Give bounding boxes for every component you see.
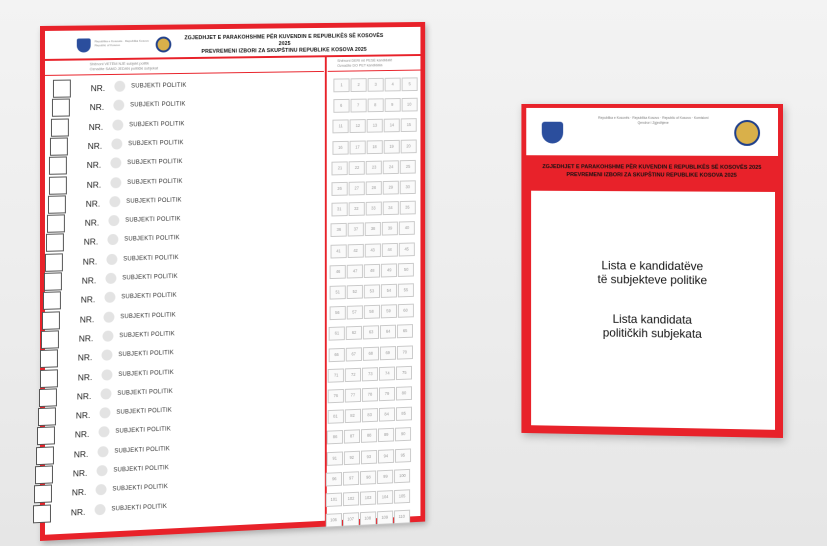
candidate-number-box[interactable]: 100 [394, 469, 410, 483]
party-name-label: SUBJEKTI POLITIK [118, 350, 174, 359]
party-number-label: NR. [89, 102, 105, 113]
party-name-label: SUBJEKTI POLITIK [112, 484, 168, 493]
party-checkbox[interactable] [37, 427, 55, 446]
kosovo-coat-of-arms-icon [542, 122, 563, 144]
party-checkbox[interactable] [47, 214, 65, 232]
candidate-number-box[interactable]: 4 [385, 78, 401, 92]
candidate-number-box[interactable]: 77 [345, 388, 361, 402]
candidate-number-box[interactable]: 6 [333, 99, 349, 113]
party-logo-placeholder-icon [112, 119, 123, 130]
serbian-title-line1: Lista kandidata [612, 311, 692, 327]
candidate-number-box[interactable]: 83 [362, 408, 378, 422]
candidate-number-box[interactable]: 62 [346, 326, 362, 340]
candidate-number-box[interactable]: 107 [343, 512, 359, 526]
candidate-number-box[interactable]: 102 [343, 492, 359, 506]
candidate-number-box[interactable]: 11 [333, 120, 349, 134]
candidate-number-box[interactable]: 49 [381, 263, 397, 277]
party-checkbox[interactable] [49, 157, 67, 175]
party-checkbox[interactable] [36, 446, 54, 465]
candidate-number-box[interactable]: 47 [347, 264, 363, 278]
candidate-number-box[interactable]: 17 [349, 140, 365, 154]
party-logo-placeholder-icon [113, 100, 124, 111]
candidate-number-box[interactable]: 96 [326, 472, 342, 486]
ballot-inner [45, 27, 420, 535]
candidate-number-box[interactable]: 43 [365, 243, 381, 257]
candidate-number-box[interactable]: 98 [360, 470, 376, 484]
party-name-label: SUBJEKTI POLITIK [113, 465, 169, 474]
party-name-label: SUBJEKTI POLITIK [117, 388, 173, 397]
candidate-number-box[interactable]: 57 [346, 306, 362, 320]
party-number-label: NR. [88, 121, 104, 132]
candidate-number-box[interactable]: 101 [326, 493, 342, 507]
candidate-number-box[interactable]: 13 [367, 119, 383, 133]
candidate-number-box[interactable]: 63 [363, 326, 379, 340]
party-number-label: NR. [90, 83, 106, 94]
party-name-label: SUBJEKTI POLITIK [124, 235, 180, 244]
candidate-instruction-line1: Shënoni DERI në PESË kandidatë [337, 58, 393, 63]
party-logo-placeholder-icon [114, 81, 125, 92]
candidate-number-box[interactable]: 81 [327, 410, 343, 424]
candidate-number-box[interactable]: 70 [397, 345, 413, 359]
party-number-label: NR. [79, 313, 95, 325]
candidate-number-box[interactable]: 51 [330, 285, 346, 299]
candidate-number-box[interactable]: 97 [343, 471, 359, 485]
candidate-number-box[interactable]: 50 [398, 263, 414, 277]
candidate-number-box[interactable]: 60 [397, 304, 413, 318]
candidate-number-box[interactable]: 1 [333, 78, 349, 92]
kosovo-coat-of-arms-icon [77, 38, 91, 52]
party-logo-placeholder-icon [108, 215, 119, 226]
party-logo-placeholder-icon [98, 446, 109, 457]
party-checkbox[interactable] [38, 407, 56, 426]
candidate-number-box[interactable]: 33 [365, 202, 381, 216]
card-body [531, 191, 775, 430]
party-name-label: SUBJEKTI POLITIK [121, 292, 177, 301]
party-logo-placeholder-icon [101, 388, 112, 399]
candidate-number-box[interactable]: 22 [349, 161, 365, 175]
party-number-label: NR. [72, 467, 88, 479]
party-checkbox[interactable] [39, 388, 57, 407]
party-checkbox[interactable] [33, 504, 51, 523]
cec-seal-icon [734, 120, 760, 146]
party-checkbox[interactable] [46, 234, 64, 252]
party-name-label: SUBJEKTI POLITIK [126, 197, 182, 205]
party-number-label: NR. [82, 256, 98, 267]
candidate-number-box[interactable]: 67 [346, 347, 362, 361]
candidate-number-box[interactable]: 89 [378, 428, 394, 442]
candidate-number-box[interactable]: 46 [330, 265, 346, 279]
candidate-number-box[interactable]: 20 [401, 139, 417, 153]
card-header [526, 108, 778, 156]
candidate-number-box[interactable]: 73 [362, 367, 378, 381]
candidate-number-box[interactable]: 90 [395, 427, 411, 441]
candidate-number-box[interactable]: 32 [348, 202, 364, 216]
party-number-label: NR. [84, 217, 100, 228]
candidate-number-box[interactable]: 10 [401, 98, 417, 112]
party-checkbox[interactable] [43, 292, 61, 311]
party-name-label: SUBJEKTI POLITIK [115, 426, 171, 436]
candidate-number-box[interactable]: 76 [328, 389, 344, 403]
candidate-number-box[interactable]: 16 [332, 140, 348, 154]
candidate-number-box[interactable]: 82 [344, 409, 360, 423]
candidate-number-box[interactable]: 106 [325, 513, 341, 527]
candidate-number-box[interactable]: 104 [377, 490, 393, 504]
candidate-list-booklet [521, 104, 783, 438]
candidate-number-box[interactable]: 92 [344, 450, 360, 464]
party-logo-placeholder-icon [105, 292, 116, 303]
party-instructions [45, 57, 324, 76]
ballot-paper [40, 22, 425, 541]
party-logo-placeholder-icon [106, 273, 117, 284]
party-name-label: SUBJEKTI POLITIK [127, 178, 183, 186]
candidate-number-box[interactable]: 23 [366, 160, 382, 174]
party-logo-placeholder-icon [106, 253, 117, 264]
candidate-number-box[interactable]: 86 [327, 430, 343, 444]
card-title-line1: ZGJEDHJET E PARAKOHSHME PËR KUVENDIN E REPUBLIKËS SË KOSOVËS 2025 [542, 164, 762, 171]
albanian-title-line2: të subjekteve politike [597, 272, 708, 288]
cec-seal-icon [156, 36, 172, 52]
candidate-number-box[interactable]: 58 [363, 305, 379, 319]
candidate-number-box[interactable]: 74 [379, 366, 395, 380]
candidate-number-box[interactable]: 36 [331, 223, 347, 237]
candidate-number-box[interactable]: 38 [365, 222, 381, 236]
party-logo-placeholder-icon [103, 330, 114, 341]
card-title [531, 163, 773, 180]
candidate-number-box[interactable]: 37 [348, 223, 364, 237]
party-name-label: SUBJEKTI POLITIK [129, 120, 185, 128]
candidate-number-box[interactable]: 75 [396, 366, 412, 380]
party-name-label: SUBJEKTI POLITIK [116, 407, 172, 416]
party-name-label: SUBJEKTI POLITIK [128, 140, 184, 148]
card-header-small-text: Republika e Kosovës · Republika Kosovo · Republic of Kosovo · Komisioni Qendror i Zgjedhjeve [598, 115, 709, 125]
candidate-number-box[interactable]: 93 [361, 450, 377, 464]
party-name-label: SUBJEKTI POLITIK [123, 254, 179, 263]
candidate-number-box[interactable]: 31 [331, 203, 347, 217]
candidate-number-box[interactable]: 18 [366, 140, 382, 154]
candidate-number-box[interactable]: 56 [329, 306, 345, 320]
ballot-title-line1: ZGJEDHJET E PARAKOHSHME PËR KUVENDIN E REPUBLIKËS SË KOSOVËS 2025 [184, 33, 384, 48]
candidate-number-box[interactable]: 79 [379, 387, 395, 401]
candidate-instructions [328, 56, 421, 72]
candidate-number-box[interactable]: 87 [344, 430, 360, 444]
candidate-number-box[interactable]: 7 [350, 99, 366, 113]
candidate-number-box[interactable]: 3 [368, 78, 384, 92]
party-checkbox[interactable] [49, 176, 67, 194]
candidate-number-box[interactable]: 103 [360, 491, 376, 505]
candidate-number-box[interactable]: 44 [382, 243, 398, 257]
party-list [45, 75, 324, 518]
candidate-number-box[interactable]: 84 [379, 408, 395, 422]
party-number-label: NR. [86, 159, 102, 171]
party-logo-placeholder-icon [95, 503, 106, 514]
party-number-label: NR. [77, 352, 93, 363]
candidate-number-box[interactable]: 24 [383, 160, 399, 174]
party-number-label: NR. [76, 390, 92, 402]
candidate-number-box[interactable]: 65 [397, 324, 413, 338]
party-name-label: SUBJEKTI POLITIK [130, 101, 186, 109]
ballot-title-line2: PREVREMENI IZBORI ZA SKUPŠTINU REPUBLIKE KOSOVA 2025 [201, 46, 367, 55]
candidate-number-box[interactable]: 52 [347, 285, 363, 299]
candidate-number-box[interactable]: 8 [367, 98, 383, 112]
candidate-number-box[interactable]: 78 [362, 388, 378, 402]
candidate-number-box[interactable]: 34 [382, 201, 398, 215]
party-checkbox[interactable] [40, 369, 58, 388]
party-checkbox[interactable] [48, 195, 66, 213]
card-title-line2: PREVREMENI IZBORI ZA SKUPŠTINU REPUBLIKE KOSOVA 2025 [566, 172, 737, 179]
party-number-label: NR. [86, 179, 102, 190]
party-logo-placeholder-icon [110, 177, 121, 188]
party-name-label: SUBJEKTI POLITIK [127, 159, 183, 167]
candidate-number-box[interactable]: 109 [377, 511, 393, 525]
ballot-title [183, 33, 385, 56]
party-number-label: NR. [70, 506, 86, 518]
party-checkbox[interactable] [50, 137, 68, 155]
party-checkbox[interactable] [45, 253, 63, 271]
candidate-number-box[interactable]: 15 [401, 119, 417, 133]
candidate-number-box[interactable]: 9 [384, 98, 400, 112]
candidate-number-box[interactable]: 45 [399, 242, 415, 256]
candidate-number-box[interactable]: 88 [361, 429, 377, 443]
party-number-label: NR. [75, 410, 91, 421]
party-number-label: NR. [85, 198, 101, 209]
party-name-label: SUBJEKTI POLITIK [111, 503, 167, 513]
candidate-number-box[interactable]: 21 [332, 161, 348, 175]
party-logo-placeholder-icon [102, 369, 113, 380]
party-number-label: NR. [80, 294, 96, 305]
candidate-number-box[interactable]: 30 [400, 180, 416, 194]
candidate-number-box[interactable]: 69 [380, 346, 396, 360]
candidate-number-box[interactable]: 72 [345, 368, 361, 382]
party-checkbox[interactable] [35, 465, 53, 484]
party-checkbox[interactable] [53, 80, 71, 98]
candidate-number-box[interactable]: 28 [366, 181, 382, 195]
party-name-label: SUBJEKTI POLITIK [120, 312, 176, 320]
candidate-number-box[interactable]: 25 [400, 160, 416, 174]
party-logo-placeholder-icon [104, 311, 115, 322]
candidate-number-box[interactable]: 85 [396, 407, 412, 421]
candidate-number-box[interactable]: 14 [384, 119, 400, 133]
party-logo-placeholder-icon [102, 350, 113, 361]
candidate-number-box[interactable]: 29 [383, 181, 399, 195]
candidate-number-box[interactable]: 48 [364, 264, 380, 278]
candidate-number-box[interactable]: 42 [348, 243, 364, 257]
party-logo-placeholder-icon [109, 196, 120, 207]
candidate-number-box[interactable]: 105 [394, 489, 410, 503]
candidate-number-box[interactable]: 61 [329, 327, 345, 341]
candidate-number-box[interactable]: 54 [381, 284, 397, 298]
candidate-number-box[interactable]: 40 [399, 221, 415, 235]
albanian-title-line1: Lista e kandidatëve [601, 258, 704, 274]
party-checkbox[interactable] [41, 330, 59, 349]
candidate-number-box[interactable]: 91 [327, 451, 343, 465]
candidate-instruction-line2: Označite DO PET kandidata [337, 63, 383, 68]
party-number-label: NR. [77, 371, 93, 383]
party-logo-placeholder-icon [110, 157, 121, 168]
candidate-number-box[interactable]: 55 [398, 283, 414, 297]
party-checkbox[interactable] [44, 272, 62, 291]
party-name-label: SUBJEKTI POLITIK [131, 82, 187, 90]
candidate-number-box[interactable]: 26 [332, 182, 348, 196]
serbian-title-line2: političkih subjekata [602, 325, 702, 341]
candidate-number-box[interactable]: 2 [351, 78, 367, 92]
party-number-label: NR. [87, 140, 103, 151]
party-number-label: NR. [81, 275, 97, 286]
party-number-label: NR. [74, 429, 90, 440]
candidate-number-box[interactable]: 59 [380, 304, 396, 318]
candidate-number-box[interactable]: 94 [378, 449, 394, 463]
candidate-number-box[interactable]: 27 [349, 181, 365, 195]
candidate-number-box[interactable]: 66 [328, 348, 344, 362]
candidate-number-box[interactable]: 19 [384, 139, 400, 153]
party-number-label: NR. [71, 487, 87, 498]
party-name-label: SUBJEKTI POLITIK [122, 273, 178, 282]
party-number-label: NR. [83, 236, 99, 248]
candidate-number-box[interactable]: 95 [395, 448, 411, 462]
candidate-number-box[interactable]: 80 [396, 386, 412, 400]
party-checkbox[interactable] [40, 350, 58, 369]
party-number-label: NR. [73, 448, 89, 460]
party-logo-placeholder-icon [111, 138, 122, 149]
party-checkbox[interactable] [51, 118, 69, 136]
candidate-number-box[interactable]: 71 [328, 368, 344, 382]
party-checkbox[interactable] [34, 485, 52, 504]
party-instruction-line2: Označite SAMO JEDAN politički subjekat [89, 66, 159, 72]
party-checkbox[interactable] [52, 99, 70, 117]
candidate-number-box[interactable]: 110 [394, 510, 410, 524]
candidate-number-box[interactable]: 68 [363, 346, 379, 360]
party-checkbox[interactable] [42, 311, 60, 330]
party-logo-placeholder-icon [107, 234, 118, 245]
candidate-number-grid [330, 77, 420, 523]
candidate-number-box[interactable]: 5 [402, 77, 418, 91]
candidate-number-box[interactable]: 12 [350, 119, 366, 133]
party-logo-placeholder-icon [96, 484, 107, 495]
ballot-header-small-text: Republika e Kosovës · Republika Kosovo · Republic of Kosovo [94, 38, 151, 48]
candidate-number-box[interactable]: 99 [377, 469, 393, 483]
party-number-label: NR. [78, 333, 94, 344]
candidate-number-box[interactable]: 35 [399, 201, 415, 215]
candidate-number-box[interactable]: 108 [360, 512, 376, 526]
party-name-label: SUBJEKTI POLITIK [125, 216, 181, 224]
candidate-number-box[interactable]: 39 [382, 222, 398, 236]
party-name-label: SUBJEKTI POLITIK [119, 331, 175, 340]
party-name-label: SUBJEKTI POLITIK [118, 369, 174, 378]
party-name-label: SUBJEKTI POLITIK [114, 446, 170, 455]
party-logo-placeholder-icon [99, 426, 110, 437]
candidate-number-box[interactable]: 41 [330, 244, 346, 258]
party-logo-placeholder-icon [97, 465, 108, 476]
candidate-number-box[interactable]: 64 [380, 325, 396, 339]
candidate-number-box[interactable]: 53 [364, 284, 380, 298]
party-logo-placeholder-icon [100, 407, 111, 418]
party-instruction-line1: Shënoni VETËM NJË subjekt politik [89, 61, 149, 67]
